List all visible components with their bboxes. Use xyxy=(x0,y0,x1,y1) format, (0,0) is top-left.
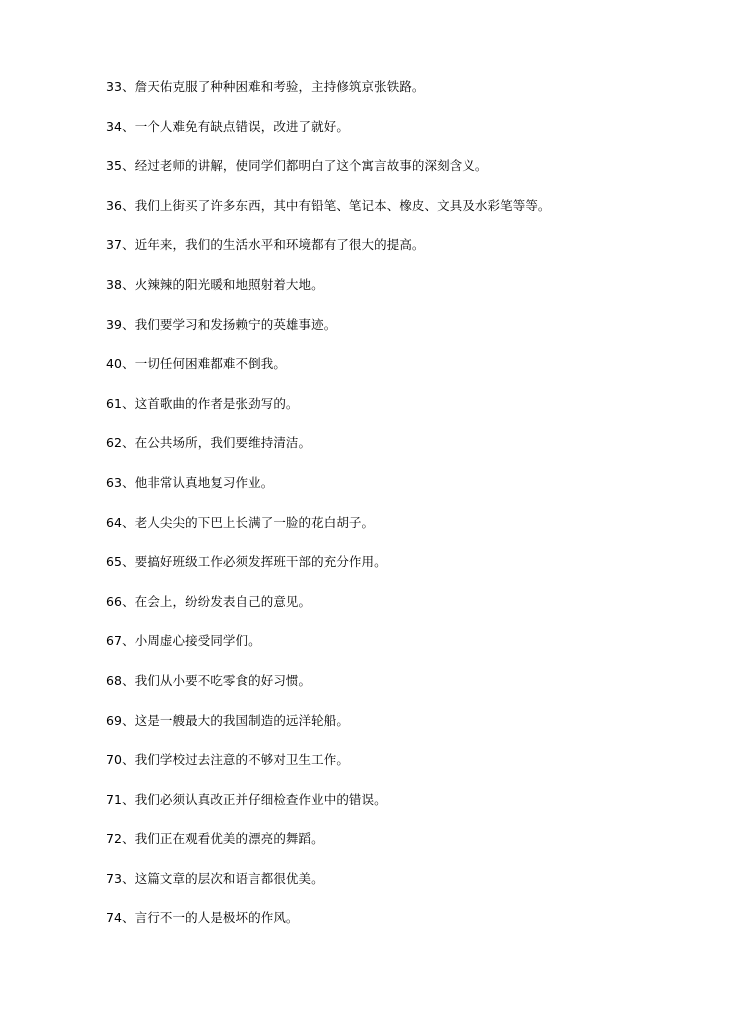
item-text: 近年来，我们的生活水平和环境都有了很大的提高。 xyxy=(134,237,425,253)
list-item xyxy=(106,118,716,158)
list-item xyxy=(106,830,716,870)
item-number: 65 xyxy=(106,554,123,570)
item-separator: 、 xyxy=(122,514,135,530)
item-text: 这首歌曲的作者是张劲写的。 xyxy=(134,395,299,411)
item-text: 言行不一的人是极坏的作风。 xyxy=(134,910,299,926)
item-number: 36 xyxy=(106,197,123,213)
item-number: 64 xyxy=(106,514,123,530)
list-item xyxy=(106,316,716,356)
item-separator: 、 xyxy=(122,79,135,94)
list-item xyxy=(106,395,716,435)
item-number: 67 xyxy=(106,633,123,649)
item-number: 40 xyxy=(106,356,123,372)
item-separator: 、 xyxy=(122,474,135,490)
item-text: 这是一艘最大的我国制造的远洋轮船。 xyxy=(134,712,349,728)
item-number: 62 xyxy=(106,435,123,451)
item-separator: 、 xyxy=(122,633,135,649)
item-separator: 、 xyxy=(122,831,135,847)
item-text: 在会上，纷纷发表自己的意见。 xyxy=(134,593,312,609)
item-separator: 、 xyxy=(122,435,135,451)
item-number: 33 xyxy=(106,79,123,94)
item-number: 74 xyxy=(106,910,123,926)
item-separator: 、 xyxy=(122,276,135,292)
item-number: 73 xyxy=(106,870,123,886)
item-text: 他非常认真地复习作业。 xyxy=(134,474,274,490)
item-text: 这篇文章的层次和语言都很优美。 xyxy=(134,870,324,886)
item-number: 37 xyxy=(106,237,123,253)
item-separator: 、 xyxy=(122,118,135,134)
list-item xyxy=(106,78,716,118)
item-text: 在公共场所，我们要维持清洁。 xyxy=(134,435,312,451)
sentence-list xyxy=(106,78,716,949)
item-number: 68 xyxy=(106,672,123,688)
item-number: 69 xyxy=(106,712,123,728)
item-number: 35 xyxy=(106,158,123,174)
item-separator: 、 xyxy=(122,237,135,253)
item-separator: 、 xyxy=(122,870,135,886)
item-separator: 、 xyxy=(122,672,135,688)
item-number: 38 xyxy=(106,276,123,292)
list-item xyxy=(106,632,716,672)
list-item xyxy=(106,514,716,554)
item-separator: 、 xyxy=(122,752,135,768)
item-number: 34 xyxy=(106,118,123,134)
item-number: 61 xyxy=(106,395,123,411)
list-item xyxy=(106,197,716,237)
item-separator: 、 xyxy=(122,158,135,174)
item-number: 72 xyxy=(106,831,123,847)
item-separator: 、 xyxy=(122,316,135,332)
item-number: 63 xyxy=(106,474,123,490)
list-item xyxy=(106,236,716,276)
list-item xyxy=(106,157,716,197)
item-text: 火辣辣的阳光暖和地照射着大地。 xyxy=(134,276,324,292)
item-text: 一个人难免有缺点错误，改进了就好。 xyxy=(134,118,349,134)
item-number: 66 xyxy=(106,593,123,609)
item-text: 小周虚心接受同学们。 xyxy=(134,633,261,649)
item-text: 经过老师的讲解，使同学们都明白了这个寓言故事的深刻含义。 xyxy=(134,158,488,174)
item-separator: 、 xyxy=(122,910,135,926)
list-item xyxy=(106,355,716,395)
list-item xyxy=(106,553,716,593)
item-number: 71 xyxy=(106,791,123,807)
item-separator: 、 xyxy=(122,593,135,609)
item-text: 我们上街买了许多东西，其中有铅笔、笔记本、橡皮、文具及水彩笔等等。 xyxy=(134,197,551,213)
item-number: 39 xyxy=(106,316,123,332)
item-text: 我们必须认真改正并仔细检查作业中的错误。 xyxy=(134,791,387,807)
item-text: 我们要学习和发扬赖宁的英雄事迹。 xyxy=(134,316,337,332)
item-separator: 、 xyxy=(122,197,135,213)
list-item xyxy=(106,276,716,316)
item-text: 我们从小要不吃零食的好习惯。 xyxy=(134,672,312,688)
item-text: 老人尖尖的下巴上长满了一脸的花白胡子。 xyxy=(134,514,375,530)
list-item xyxy=(106,909,716,949)
list-item xyxy=(106,712,716,752)
list-item xyxy=(106,751,716,791)
item-separator: 、 xyxy=(122,791,135,807)
item-text: 一切任何困难都难不倒我。 xyxy=(134,356,286,372)
list-item xyxy=(106,870,716,910)
list-item xyxy=(106,672,716,712)
list-item xyxy=(106,434,716,474)
item-separator: 、 xyxy=(122,395,135,411)
item-text: 我们学校过去注意的不够对卫生工作。 xyxy=(134,752,349,768)
item-separator: 、 xyxy=(122,554,135,570)
list-item xyxy=(106,791,716,831)
item-separator: 、 xyxy=(122,712,135,728)
item-text: 要搞好班级工作必须发挥班干部的充分作用。 xyxy=(134,554,387,570)
item-number: 70 xyxy=(106,752,123,768)
list-item xyxy=(106,474,716,514)
list-item xyxy=(106,593,716,633)
item-text: 詹天佑克服了种种困难和考验，主持修筑京张铁路。 xyxy=(134,79,425,94)
item-text: 我们正在观看优美的漂亮的舞蹈。 xyxy=(134,831,324,847)
item-separator: 、 xyxy=(122,356,135,372)
